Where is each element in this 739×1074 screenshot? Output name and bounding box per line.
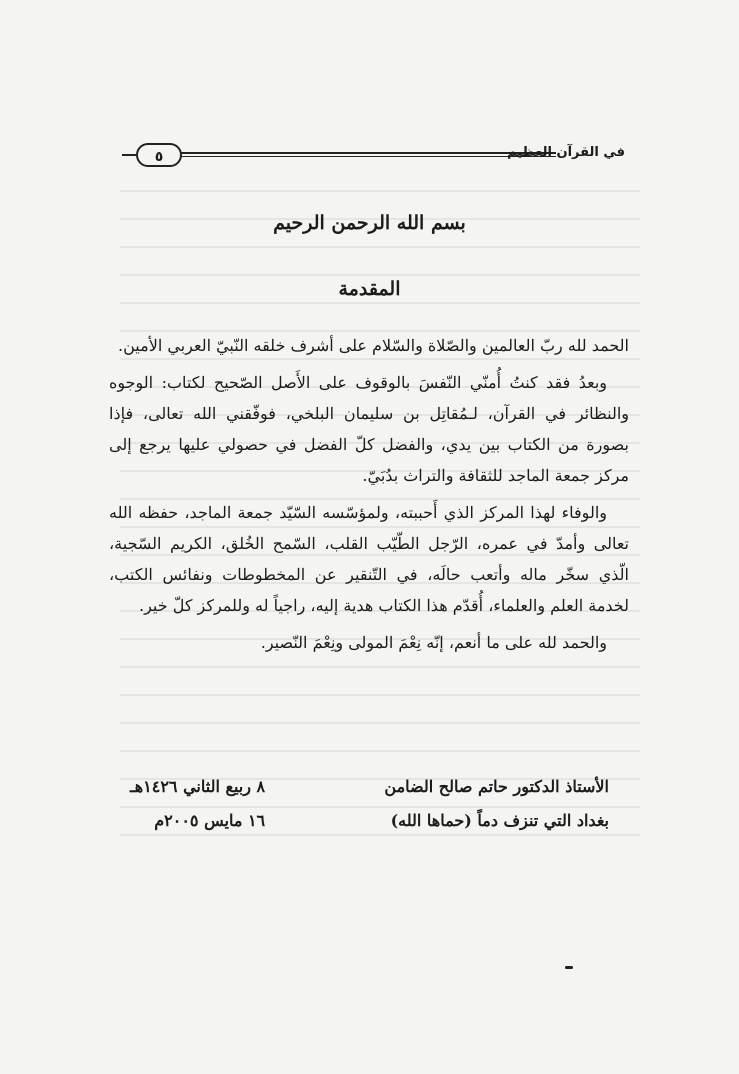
header-rule (180, 152, 556, 157)
paragraph: والوفاء لهذا المركز الذي أَحببته، ولمؤسّسه السّيّد جمعة الماجد، حفظه الله تعالى وأمدّ في عمره، الرّجل الطّيّب القلب، السّمح الخُلق، الكريم السّجية، الّذي سخّر ماله وأتعب حالَه، في التّنقير عن المخطوطات ونفائس الكتب، لخدمة العلم والعلماء، أُقدّم هذا الكتاب هدية إليه، راجياً له وللمركز كلّ خير. (109, 503, 630, 615)
paragraph: والحمد لله على ما أنعم، إنّه نِعْمَ المولى ونِعْمَ النّصير. (260, 633, 607, 652)
page-number: ٥ (136, 143, 182, 167)
ink-mark (565, 966, 573, 969)
author-name: الأستاذ الدكتور حاتم صالح الضامن (384, 777, 609, 796)
paragraph: الحمد لله ربّ العالمين والصّلاة والسّلام على أشرف خلقه النّبيّ العربي الأمين. (118, 336, 629, 355)
running-title: في القرآن العظيم (507, 145, 625, 160)
running-header (118, 143, 625, 169)
gregorian-date: ١٦ مايس ٢٠٠٥م (154, 811, 266, 830)
basmala-heading: بسم الله الرحمن الرحيم (273, 212, 466, 234)
date-block (130, 770, 265, 838)
author-signature (384, 770, 609, 838)
hijri-date: ٨ ربيع الثاني ١٤٢٦هـ (130, 777, 266, 796)
author-place: بغداد التي تنزف دماً (حماها الله) (390, 811, 609, 830)
section-title: المقدمة (338, 278, 401, 300)
paragraph: وبعدُ فقد كنتُ أُمنّي النّفسَ بالوقوف على الأَصل الصّحيح لكتاب: الوجوه والنظائر في القرآن، لـمُقاتِل بن سليمان البلخي، فوفّقني الله تعالى، فإذا بصورة من الكتاب بين يدي، والفضل كلّ الفضل في حصولي عليها يرجع إلى مركز جمعة الماجد للثقافة والتراث بدُبَيّ. (109, 373, 629, 485)
body-text (109, 330, 629, 664)
